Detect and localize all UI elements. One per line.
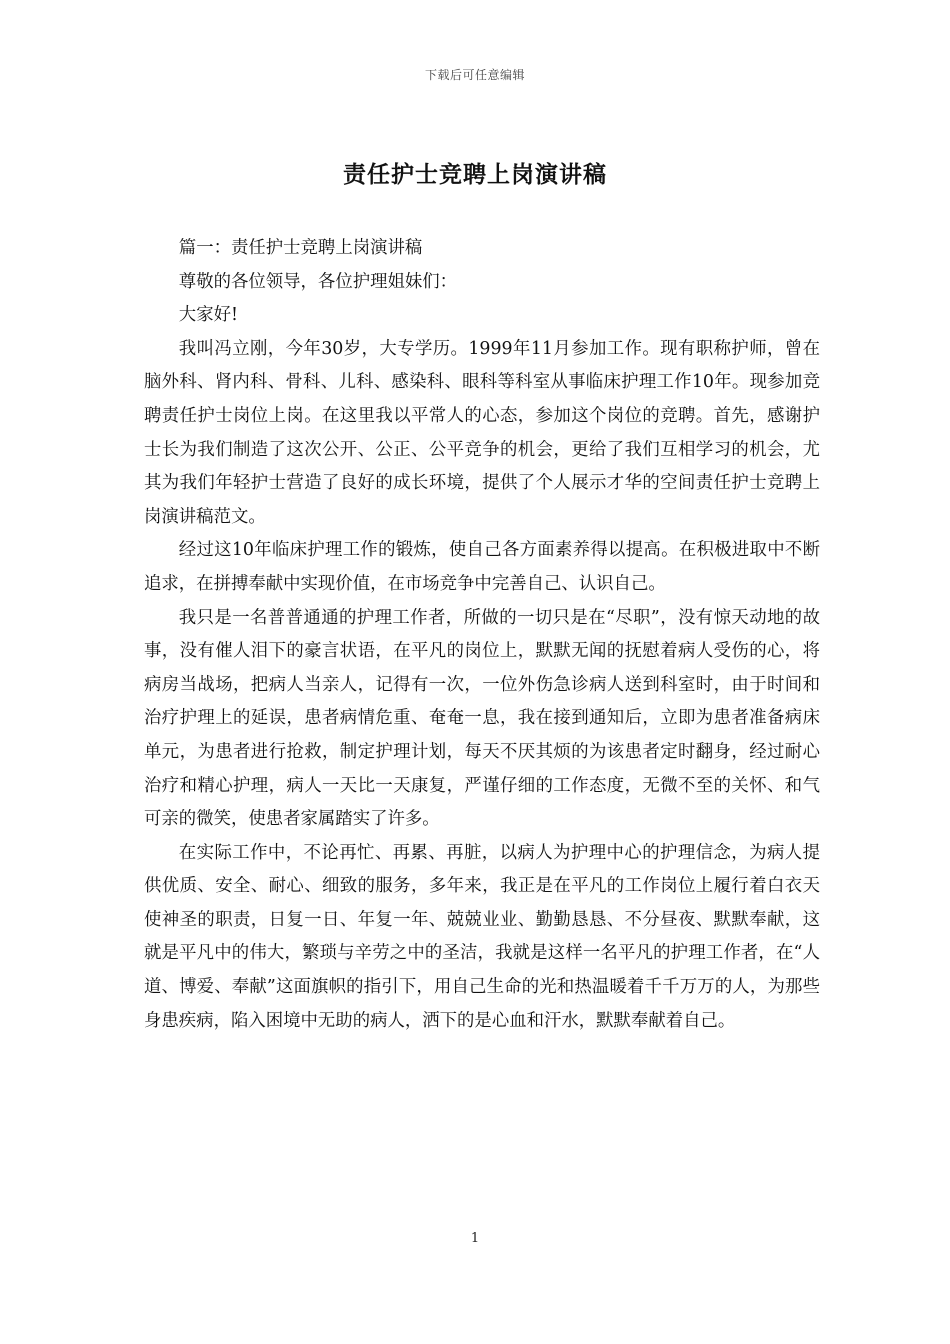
document-body	[144, 232, 820, 1038]
page-number: 1	[470, 1231, 480, 1246]
salutation: 尊敬的各位领导，各位护理姐妹们：	[178, 271, 458, 292]
body-paragraph: 我叫冯立刚，今年30岁，大专学历。1999年11月参加工作。现有职称护师，曾在脑外科、肾内科、骨科、儿科、感染科、眼科等科室从事临床护理工作10年。现参加竞聘责任护士岗位上岗。在这里我以平常人的心态，参加这个岗位的竞聘。首先，感谢护士长为我们制造了这次公开、公正、公平竞争的机会，更给了我们互相学习的机会，尤其为我们年轻护士营造了良好的成长环境，提供了个人展示才华的空间责任护士竞聘上岗演讲稿范文。	[144, 338, 820, 527]
body-paragraph: 我只是一名普普通通的护理工作者，所做的一切只是在“尽职”，没有惊天动地的故事，没有催人泪下的豪言状语，在平凡的岗位上，默默无闻的抚慰着病人受伤的心，将病房当战场，把病人当亲人，记得有一次，一位外伤急诊病人送到科室时，由于时间和治疗护理上的延误，患者病情危重、奄奄一息，我在接到通知后，立即为患者准备病床单元，为患者进行抢救，制定护理计划，每天不厌其烦的为该患者定时翻身，经过耐心治疗和精心护理，病人一天比一天康复，严谨仔细的工作态度，无微不至的关怀、和气可亲的微笑，使患者家属踏实了许多。	[144, 607, 820, 830]
section-heading: 篇一：责任护士竞聘上岗演讲稿	[178, 238, 423, 258]
body-paragraph: 在实际工作中，不论再忙、再累、再脏，以病人为护理中心的护理信念，为病人提供优质、安全、耐心、细致的服务，多年来，我正是在平凡的工作岗位上履行着白衣天使神圣的职责，日复一日、年复一年、兢兢业业、勤勤恳恳、不分昼夜、默默奉献，这就是平凡中的伟大，繁琐与辛劳之中的圣洁，我就是这样一名平凡的护理工作者，在“人道、博爱、奉献”这面旗帜的指引下，用自己生命的光和热温暖着千千万万的人，为那些身患疾病，陷入困境中无助的病人，洒下的是心血和汗水，默默奉献着自己。	[144, 842, 820, 1031]
document-title: 责任护士竞聘上岗演讲稿	[343, 161, 607, 188]
body-paragraph: 经过这10年临床护理工作的锻炼，使自己各方面素养得以提高。在积极进取中不断追求，在拼搏奉献中实现价值，在市场竞争中完善自己、认识自己。	[144, 540, 820, 594]
greeting: 大家好!	[178, 305, 238, 326]
header-note: 下载后可任意编辑	[424, 68, 525, 82]
